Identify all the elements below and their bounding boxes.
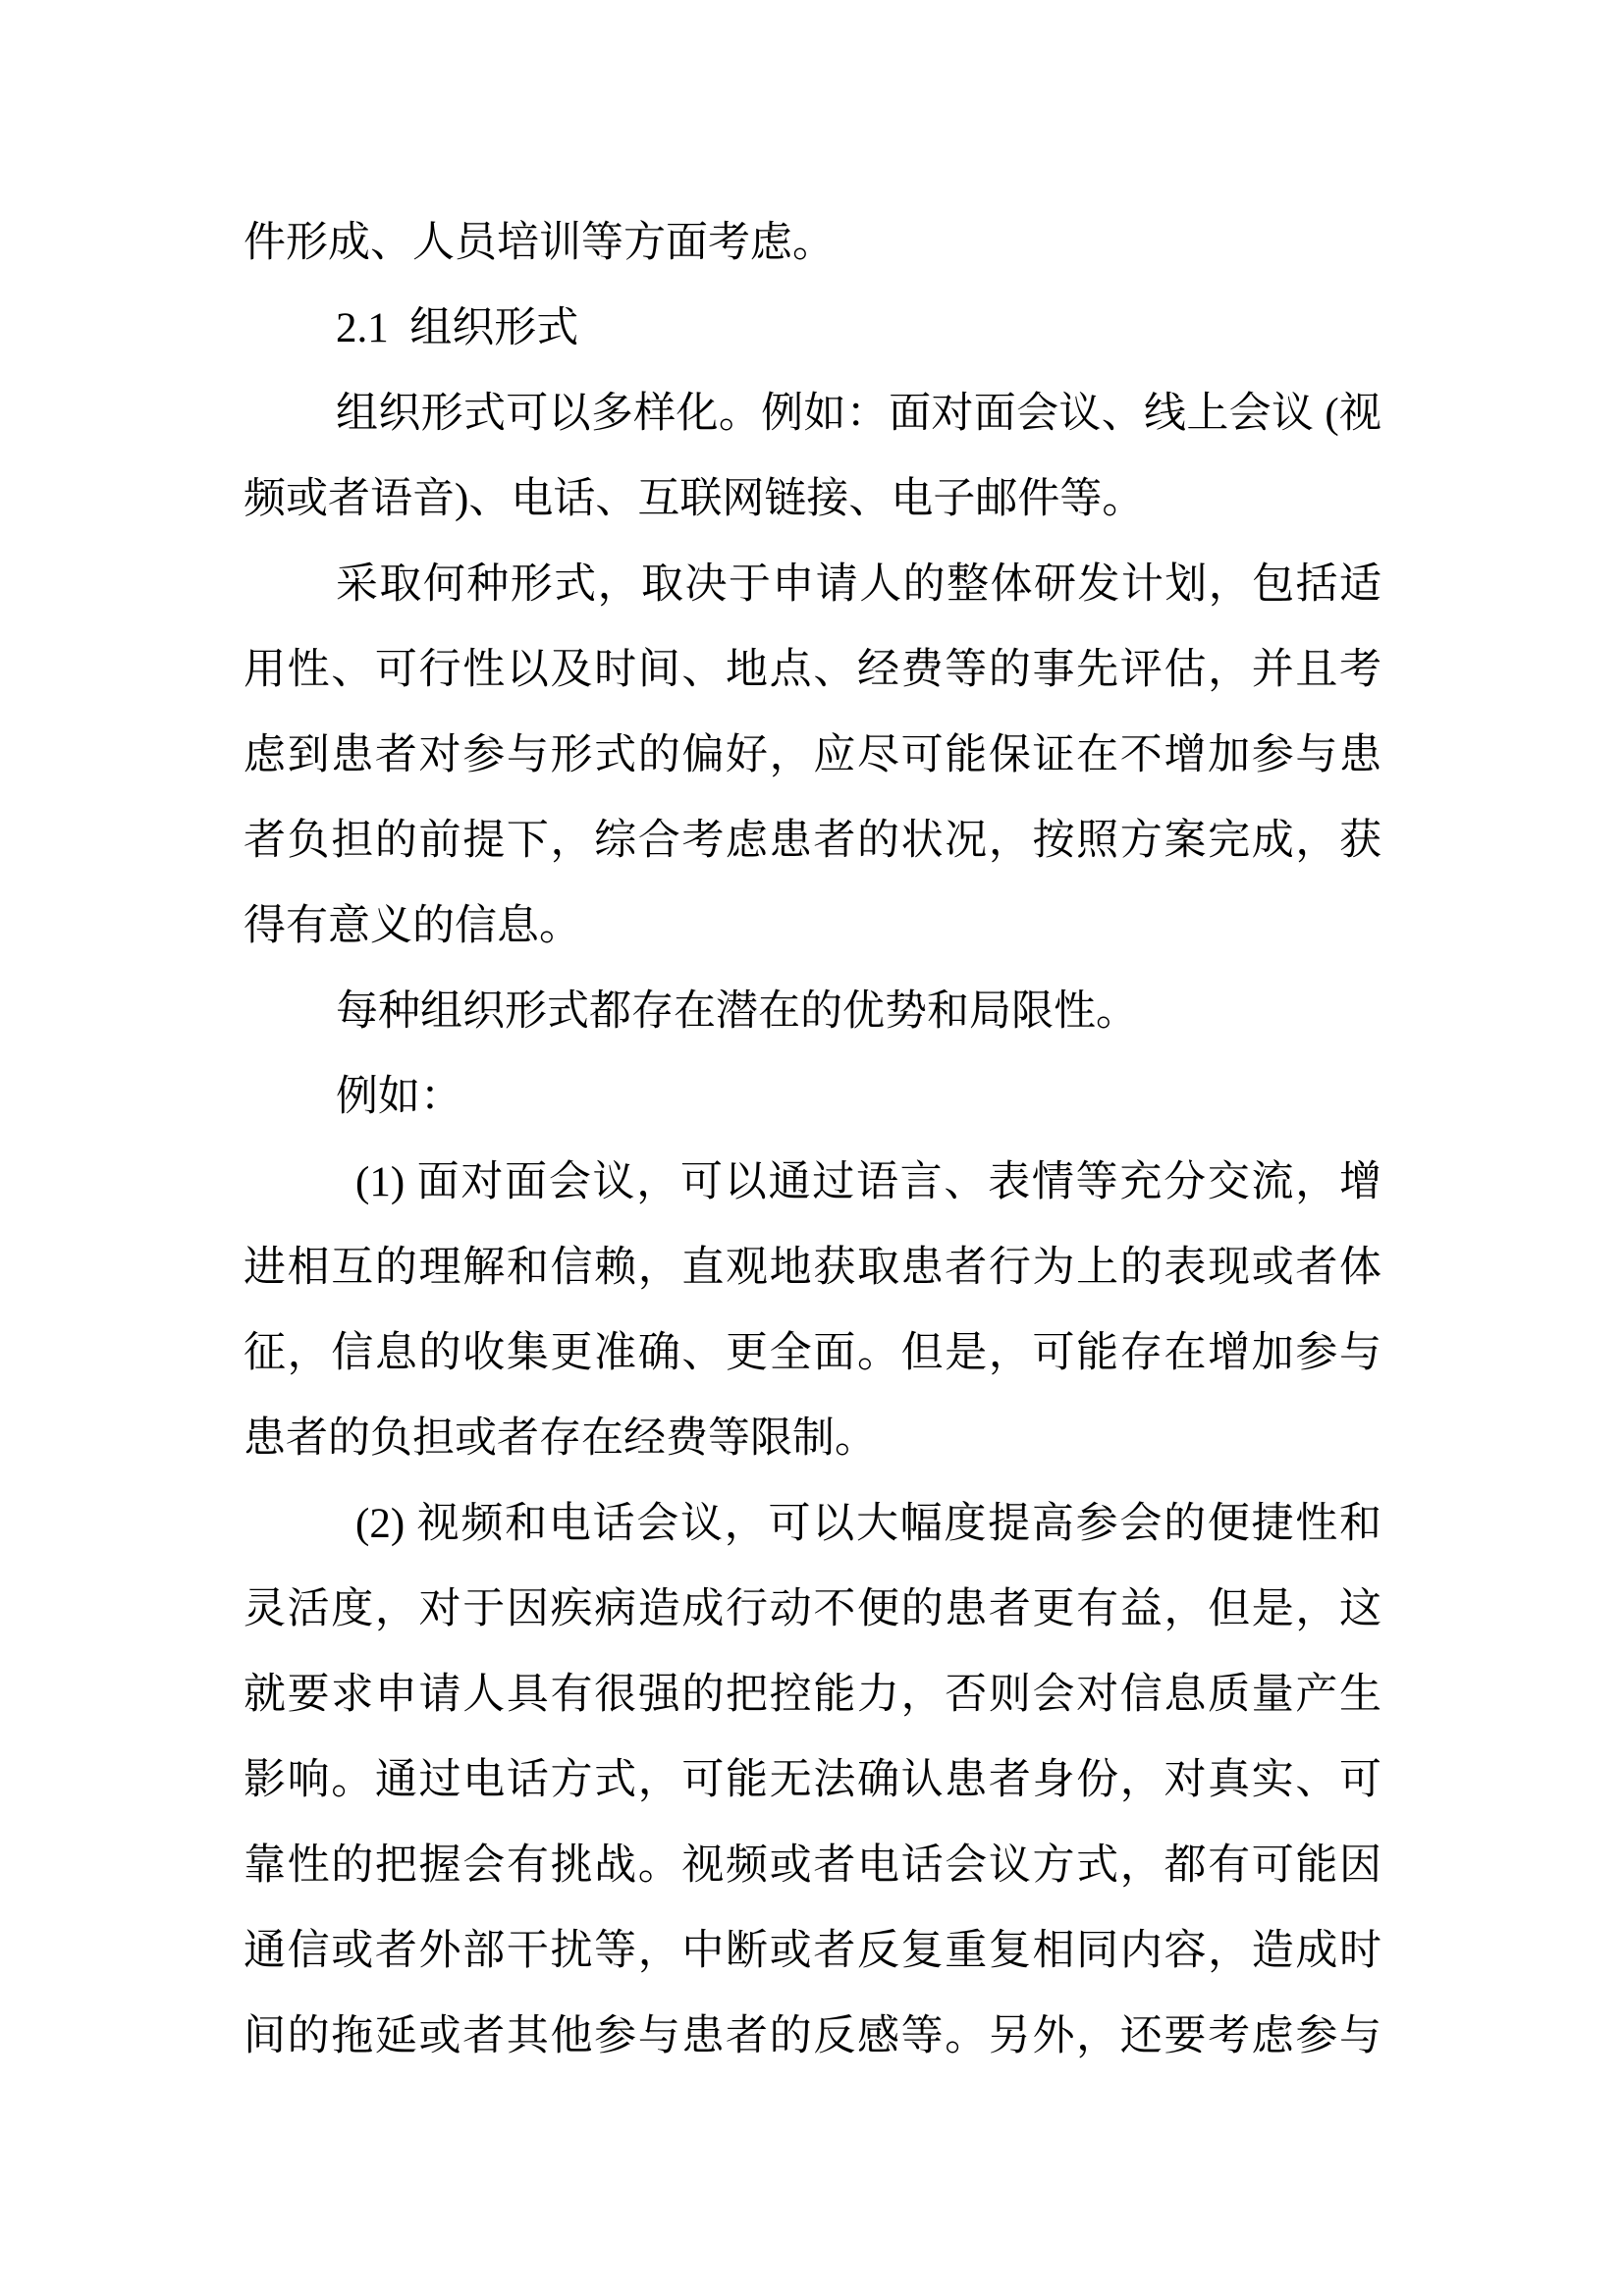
text-line: 就要求申请人具有很强的把控能力，否则会对信息质量产生 [244,1672,1381,1718]
text-line: 靠性的把握会有挑战。视频或者电话会议方式，都有可能因 [244,1842,1381,1889]
text-line: 采取何种形式，取决于申请人的整体研发计划，包括适 [336,561,1381,608]
text-line: 影响。通过电话方式，可能无法确认患者身份，对真实、可 [244,1757,1381,1803]
text-line: 者负担的前提下，综合考虑患者的状况，按照方案完成，获 [244,818,1381,864]
section-heading: 2.1 组织形式 [336,305,579,351]
text-line: 频或者语音)、电话、互联网链接、电子邮件等。 [244,476,1145,522]
text-line: 件形成、人员培训等方面考虑。 [244,220,835,266]
text-line: 每种组织形式都存在潜在的优势和局限性。 [336,988,1138,1035]
text-line: 患者的负担或者存在经费等限制。 [244,1415,877,1462]
text-line: 虑到患者对参与形式的偏好，应尽可能保证在不增加参与患 [244,732,1381,778]
text-line: 用性、可行性以及时间、地点、经费等的事先评估，并且考 [244,647,1381,693]
text-block [244,200,1381,2079]
text-line: 得有意义的信息。 [244,903,581,949]
text-line: 征，信息的收集更准确、更全面。但是，可能存在增加参与 [244,1330,1381,1376]
text-line: 组织形式可以多样化。例如：面对面会议、线上会议 (视 [336,391,1381,437]
text-line: 间的拖延或者其他参与患者的反感等。另外，还要考虑参与 [244,2013,1381,2059]
text-line: 通信或者外部干扰等，中断或者反复重复相同内容，造成时 [244,1928,1381,1974]
text-line: 灵活度，对于因疾病造成行动不便的患者更有益，但是，这 [244,1586,1381,1632]
text-line: 例如： [336,1074,462,1120]
text-line: (2) 视频和电话会议，可以大幅度提高参会的便捷性和 [355,1501,1381,1547]
text-line: 进相互的理解和信赖，直观地获取患者行为上的表现或者体 [244,1245,1381,1291]
text-line: (1) 面对面会议，可以通过语言、表情等充分交流，增 [355,1159,1381,1205]
